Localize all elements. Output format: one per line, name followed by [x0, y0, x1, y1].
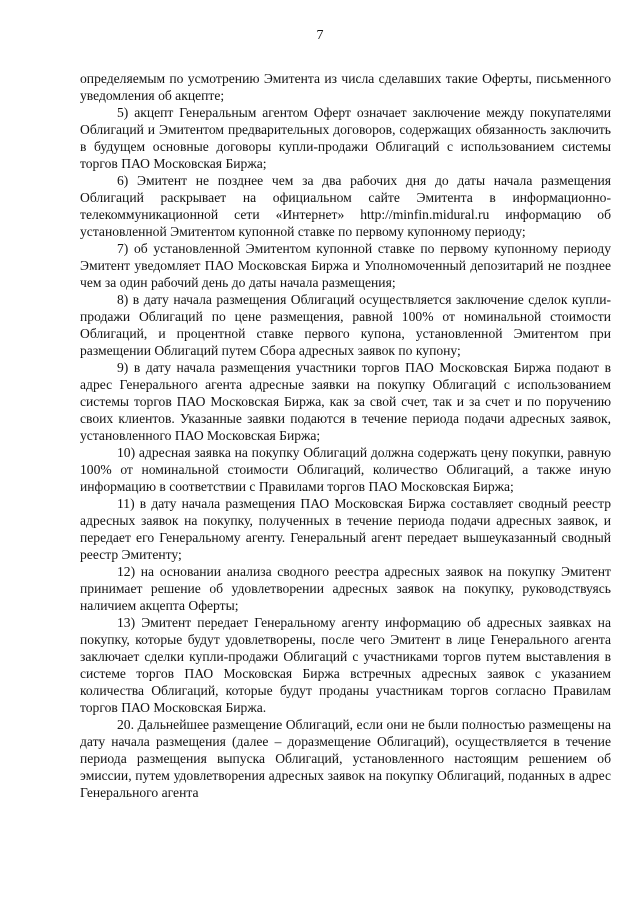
page-number: 7	[316, 28, 324, 43]
paragraph-item-8: 8) в дату начала размещения Облигаций осуществляется заключение сделок купли-продажи Облигаций по цене размещения, равной 100% от номинальной стоимости Облигаций, и процентной ставке первого купона, установленной Эмитентом при размещении Облигаций путем Сбора адресных заявок по купону;	[80, 292, 611, 358]
paragraph-item-7: 7) об установленной Эмитентом купонной ставке по первому купонному периоду Эмитент уведомляет ПАО Московская Биржа и Уполномоченный депозитарий не позднее чем за один рабочий день до даты начала размещения;	[80, 241, 611, 290]
paragraph-item-10: 10) адресная заявка на покупку Облигаций должна содержать цену покупки, равную 100% от номинальной стоимости Облигаций, количество Облигаций, а также иную информацию в соответствии с Правилами торгов ПАО Московская Биржа;	[80, 445, 611, 494]
paragraph-item-5: 5) акцепт Генеральным агентом Оферт означает заключение между покупателями Облигаций и Эмитентом предварительных договоров, содержащих обязанность заключить в будущем основные договоры купли-продажи Облигаций с использованием системы торгов ПАО Московская Биржа;	[80, 105, 611, 171]
paragraph-section-20: 20. Дальнейшее размещение Облигаций, если они не были полностью размещены на дату начала размещения (далее – доразмещение Облигаций), осуществляется в течение периода размещения выпуска Облигаций, установленного настоящим решением об эмиссии, путем удовлетворения адресных заявок на покупку Облигаций, поданных в адрес Генерального агента	[80, 717, 611, 800]
document-body	[80, 70, 611, 801]
paragraph-item-12: 12) на основании анализа сводного реестра адресных заявок на покупку Эмитент принимает решение об удовлетворении адресных заявок на покупку, руководствуясь наличием акцепта Оферты;	[80, 564, 611, 613]
paragraph-item-13: 13) Эмитент передает Генеральному агенту информацию об адресных заявках на покупку, которые будут удовлетворены, после чего Эмитент в лице Генерального агента заключает сделки купли-продажи Облигаций с участниками торгов путем выставления в системе торгов ПАО Московская Биржа встречных адресных заявок с указанием количества Облигаций, которые будут проданы участникам торгов согласно Правилам торгов ПАО Московская Биржа.	[80, 615, 611, 715]
paragraph-continuation: определяемым по усмотрению Эмитента из числа сделавших такие Оферты, письменного уведомления об акцепте;	[80, 71, 611, 103]
paragraph-item-6: 6) Эмитент не позднее чем за два рабочих дня до даты начала размещения Облигаций раскрывает на официальном сайте Эмитента в информационно-телекоммуникационной сети «Интернет» http://minfin.midural.ru информацию об установленной Эмитентом купонной ставке по первому купонному периоду;	[80, 173, 611, 239]
paragraph-item-9: 9) в дату начала размещения участники торгов ПАО Московская Биржа подают в адрес Генерального агента адресные заявки на покупку Облигаций с использованием системы торгов ПАО Московская Биржа, как за свой счет, так и за счет и по поручению своих клиентов. Указанные заявки подаются в течение периода подачи адресных заявок, установленного ПАО Московская Биржа;	[80, 360, 611, 443]
paragraph-item-11: 11) в дату начала размещения ПАО Московская Биржа составляет сводный реестр адресных заявок на покупку, полученных в течение периода подачи адресных заявок, и передает его Генеральному агенту. Генеральный агент передает вышеуказанный сводный реестр Эмитенту;	[80, 496, 611, 562]
